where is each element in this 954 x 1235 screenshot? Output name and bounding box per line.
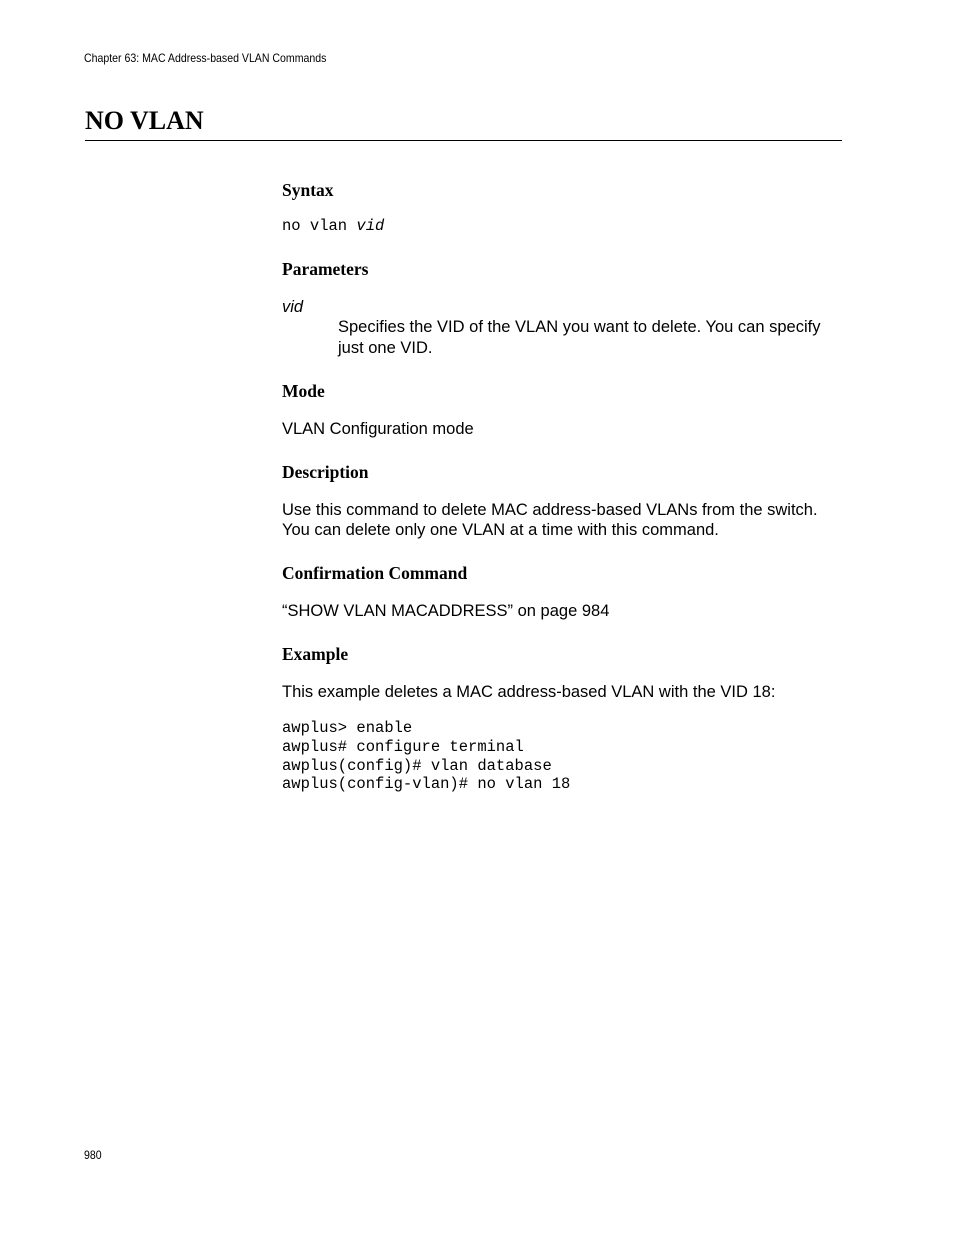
confirmation-link[interactable]: “SHOW VLAN MACADDRESS” on page 984 (282, 602, 610, 620)
title-rule (85, 140, 842, 141)
code-line: awplus# configure terminal (282, 738, 524, 756)
page-title: NO VLAN (85, 106, 204, 135)
page-number: 980 (84, 1148, 102, 1162)
parameter-name: vid (282, 298, 304, 316)
syntax-command-text: no vlan (282, 217, 357, 235)
code-line: awplus(config)# vlan database (282, 757, 552, 775)
syntax-argument: vid (356, 217, 385, 235)
confirmation-heading: Confirmation Command (282, 563, 468, 583)
mode-heading: Mode (282, 381, 325, 401)
description-line: Use this command to delete MAC address-based VLANs from the switch. (282, 501, 818, 519)
parameter-description: Specifies the VID of the VLAN you want to delete. You can specify just one VID. (338, 318, 821, 357)
parameters-heading: Parameters (282, 259, 369, 279)
example-heading: Example (282, 644, 349, 664)
code-line: awplus> enable (282, 719, 413, 737)
syntax-command (282, 217, 384, 236)
syntax-heading: Syntax (282, 180, 334, 200)
mode-text: VLAN Configuration mode (282, 420, 474, 438)
code-line: awplus(config-vlan)# no vlan 18 (282, 775, 571, 793)
description-heading: Description (282, 462, 369, 482)
running-header: Chapter 63: MAC Address-based VLAN Commands (84, 51, 327, 65)
description-line: You can delete only one VLAN at a time with this command. (282, 521, 719, 539)
example-intro: This example deletes a MAC address-based VLAN with the VID 18: (282, 683, 776, 701)
